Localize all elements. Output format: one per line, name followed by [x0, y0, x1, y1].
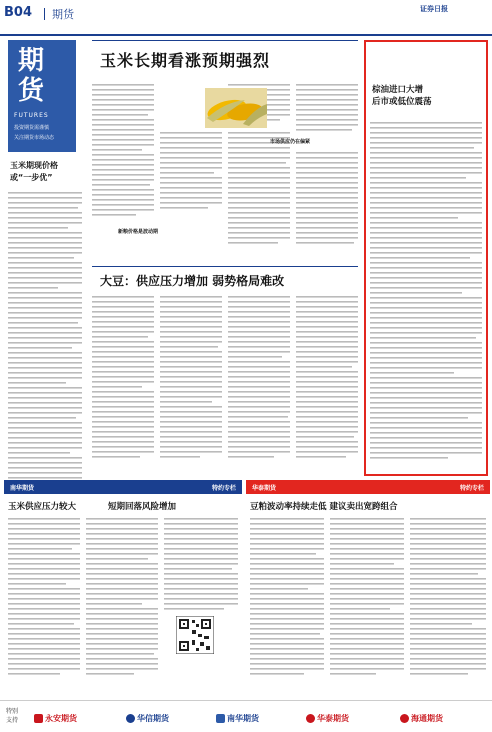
- sponsor-label-line-1: 特别: [6, 708, 19, 715]
- main-headline: 玉米长期看涨预期强烈: [100, 51, 271, 70]
- sub-section-label: 新粮价格是波动期: [118, 229, 159, 235]
- corn-icon: [205, 88, 267, 128]
- left-article-body: [8, 190, 82, 494]
- sponsor-yongan-label: 永安期货: [45, 714, 77, 723]
- bottom-left-title-2: 短期回落风险增加: [108, 502, 177, 512]
- sponsor-huaxin: [126, 713, 169, 724]
- special-column-label-right: 特约专栏: [459, 485, 484, 492]
- header-divider: [44, 8, 45, 20]
- section-masthead: [8, 40, 76, 152]
- market-label: 市场供应仍在偏紧: [270, 139, 311, 145]
- huaxin-logo-icon: [126, 714, 135, 723]
- sponsor-label-line-2: 支持: [6, 717, 19, 724]
- sponsor-nanhua-label: 南华期货: [227, 714, 259, 723]
- mid-headline-rule: [92, 266, 358, 267]
- special-column-label-left: 特约专栏: [211, 485, 236, 492]
- masthead-char-1: 期: [18, 46, 45, 76]
- right-article-title: [372, 84, 482, 108]
- page-header: [0, 0, 492, 36]
- right-article-body: [370, 120, 482, 470]
- huatai-logo-icon: [306, 714, 315, 723]
- sponsor-huatai-label: 华泰期货: [317, 714, 349, 723]
- sponsor-haitong-label: 海通期货: [411, 714, 443, 723]
- section-name: 期货: [52, 8, 74, 21]
- masthead-sub-1: 投资期货需谨慎: [14, 125, 50, 131]
- right-title-line-2: 后市或低位震荡: [372, 97, 432, 107]
- middle-body-text-lines: [92, 294, 358, 466]
- main-headline-rule: [92, 40, 358, 41]
- masthead-english: FUTURES: [14, 112, 49, 119]
- masthead-char-2: 货: [18, 76, 45, 106]
- bottom-left-section: [4, 480, 242, 694]
- haitong-logo-icon: [400, 714, 409, 723]
- masthead-sub-2: 关注期货市场动态: [14, 135, 55, 141]
- bottom-right-brand-strip: [246, 480, 490, 494]
- bottom-left-brand-strip: [4, 480, 242, 494]
- sponsor-yongan: [34, 713, 77, 724]
- left-article-title: [10, 160, 80, 184]
- bottom-left-title-1: 玉米供应压力较大: [8, 502, 77, 512]
- corn-photo: [205, 88, 267, 128]
- huatai-brand: 华泰期货: [252, 485, 277, 492]
- bottom-left-text-lines: [4, 516, 242, 692]
- nanhua-brand: 南华期货: [10, 485, 35, 492]
- left-title-line-2: 或“一步优”: [10, 173, 53, 182]
- nanhua-logo-icon: [216, 714, 225, 723]
- bottom-right-title: 豆粕波动率持续走低 建议卖出宽跨组合: [250, 502, 398, 512]
- left-title-line-1: 玉米期现价格: [10, 161, 58, 170]
- left-body-text-lines: [8, 190, 82, 494]
- middle-article-body: [92, 294, 358, 466]
- sponsor-haitong: [400, 713, 443, 724]
- right-body-text-lines: [370, 120, 482, 470]
- sponsor-nanhua: [216, 713, 259, 724]
- bottom-right-section: [246, 480, 490, 694]
- sponsor-footer: [0, 700, 492, 732]
- middle-headline: 大豆：供应压力增加 弱势格局难改: [100, 274, 285, 288]
- right-title-line-1: 棕油进口大增: [372, 85, 424, 95]
- page-code: B04: [4, 5, 32, 20]
- bottom-right-text-lines: [246, 516, 490, 692]
- sponsor-huaxin-label: 华信期货: [137, 714, 169, 723]
- yongan-logo-icon: [34, 714, 43, 723]
- qr-code-icon: [176, 616, 214, 654]
- sponsor-huatai: [306, 713, 349, 724]
- sponsor-label: [6, 707, 18, 725]
- newspaper-logo: 证券日报: [420, 5, 448, 13]
